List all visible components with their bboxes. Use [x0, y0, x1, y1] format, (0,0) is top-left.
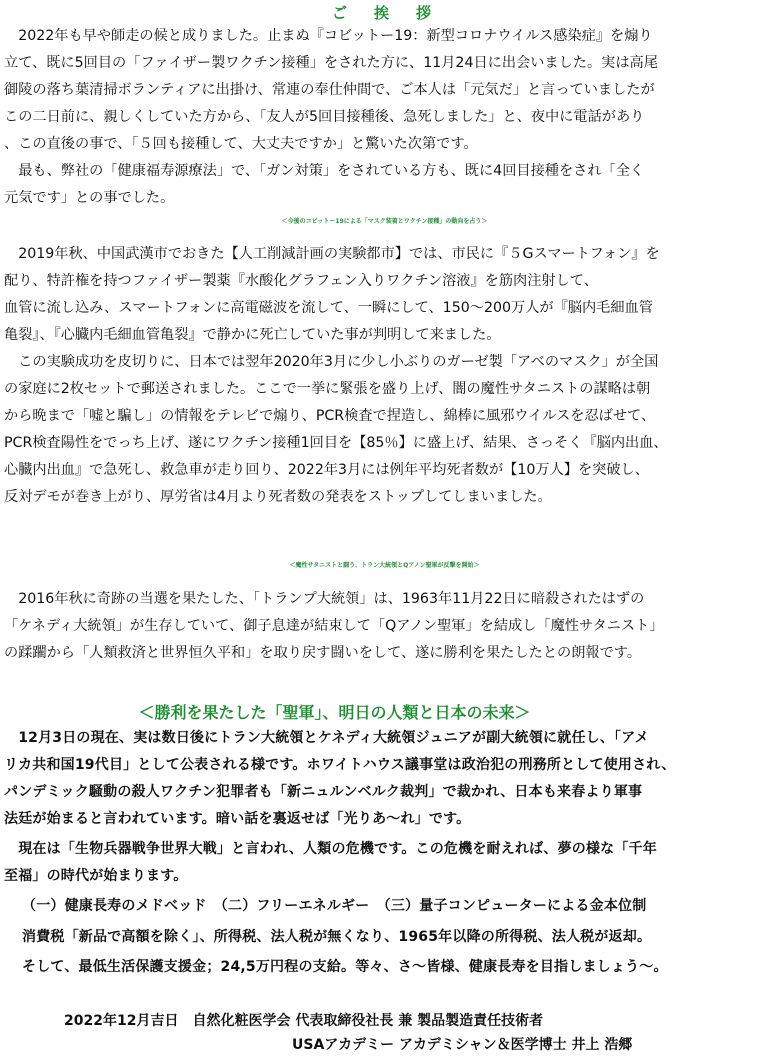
- section1-line: 血管に流し込み、スマートフォンに高電磁波を流して、一瞬にして、150～200万人が『脳内毛細血管: [4, 300, 653, 316]
- intro-line: 、この直後の事で、「５回も接種して、大丈夫ですか」と驚いた次第です。: [4, 136, 478, 152]
- benefits-line: （一）健康長寿のメドベッド （二）フリーエネルギー （三）量子コンピューターによる金本位制: [22, 898, 647, 914]
- document-title: ご 挨 拶: [331, 4, 437, 22]
- intro-line: 元気です」との事でした。: [4, 190, 175, 206]
- section3-heading: ＜勝利を果たした「聖軍」、明日の人類と日本の未来＞: [138, 703, 531, 722]
- section1-heading: ＜今後のコビットー19による「マスク装着とワクチン接種」の動向を占う＞: [281, 218, 488, 225]
- section2-heading: ＜魔性サタニストと闘う、トラン大統領とQアノン聖軍が反撃を開始＞: [289, 562, 480, 569]
- intro-line: 最も、弊社の「健康福寿源療法」で、「ガン対策」をされている方も、既に4回目接種をされ「全く: [4, 163, 645, 179]
- section3-line: 12月3日の現在、実は数日後にトラン大統領とケネディ大統領ジュニアが副大統領に就任し、「アメ: [4, 730, 649, 746]
- section1-line: PCR検査陽性をでっち上げ、遂にワクチン接種1回目を【85％】に盛上げ、結果、さっそく『脳内出血、: [4, 435, 668, 451]
- support-line: そして、最低生活保護支援金；24,5万円程の支給。等々、さ～皆様、健康長寿を目指しましょう～。: [22, 959, 668, 975]
- section1-line: の家庭に2枚セットで郵送されました。ここで一挙に緊張を盛り上げ、闇の魔性サタニストの謀略は朝: [4, 381, 651, 397]
- section1-line: から晩まで「嘘と騙し」の情報をテレビで煽り、PCR検査で捏造し、綿棒に風邪ウイルスを忍ばせて、: [4, 408, 656, 424]
- signature-date-org: 2022年12月吉日 自然化粧医学会 代表取締役社長 兼 製品製造責任技術者: [64, 1013, 544, 1029]
- section1-line: この実験成功を皮切りに、日本では翌年2020年3月に少し小ぶりのガーゼ製「アベのマスク」が全国: [4, 354, 659, 370]
- section2-line: の蹂躙から「人類救済と世界恒久平和」を取り戻す闘いをして、遂に勝利を果たしたとの朗報です。: [4, 645, 642, 661]
- section1-line: 心臓内出血』で急死し、救急車が走り回り、2022年3月には例年平均死者数が【10万人】を突破し、: [4, 462, 649, 478]
- section3-line: 現在は「生物兵器戦争世界大戦」と言われ、人類の危機です。この危機を耐えれば、夢の様な「千年: [4, 841, 657, 857]
- section3-line: パンデミック騒動の殺人ワクチン犯罪者も「新ニュルンベルク裁判」で裁かれ、日本も来春より軍事: [4, 784, 643, 800]
- section2-line: 2016年秋に奇跡の当選を果たした、「トランプ大統領」は、1963年11月22日に暗殺されたはずの: [4, 591, 645, 607]
- signature-author: USAアカデミー アカデミシャン＆医学博士 井上 浩郷: [292, 1037, 633, 1053]
- intro-line: この二日前に、親しくしていた方から、「友人が5回目接種後、急死しました」と、夜中に電話があり: [4, 109, 645, 125]
- intro-line: 立て、既に5回目の「ファイザー製ワクチン接種」をされた方に、11月24日に出会いました。実は高尾: [4, 55, 658, 71]
- section2-line: 「ケネディ大統領」が生存していて、御子息達が結束して「Qアノン聖軍」を結成し「魔性サタニスト」: [4, 618, 664, 634]
- intro-line: 御陵の落ち葉清掃ボランティアに出掛け、常連の奉仕仲間で、ご本人は「元気だ」と言っていましたが: [4, 82, 655, 98]
- section3-line: 至福」の時代が始まります。: [4, 868, 188, 884]
- tax-line: 消費税「新品で高額を除く」、所得税、法人税が無くなり、1965年以降の所得税、法人税が返却。: [22, 929, 652, 945]
- section1-line: 反対デモが巻き上がり、厚労省は4月より死者数の発表をストップしてしまいました。: [4, 489, 552, 505]
- section1-line: 亀裂』、『心臓内毛細血管亀裂』で静かに死亡していた事が判明して来ました。: [4, 327, 501, 343]
- section1-line: 2019年秋、中国武漢市でおきた【人工削減計画の実験都市】では、市民に『５Gスマートフォン』を: [4, 246, 660, 262]
- section3-line: 法廷が始まると言われています。暗い話を裏返せば「光りあ～れ」です。: [4, 811, 471, 827]
- section3-line: リカ共和国19代目」として公表される様です。ホワイトハウス議事堂は政治犯の刑務所として使用され、: [4, 757, 676, 773]
- intro-line: 2022年も早や師走の候と成りました。止まぬ『コビットー19：新型コロナウイルス感染症』を煽り: [4, 28, 653, 44]
- section1-line: 配り、特許権を持つファイザー製薬『水酸化グラフェン入りワクチン溶液』を筋肉注射して、: [4, 273, 598, 289]
